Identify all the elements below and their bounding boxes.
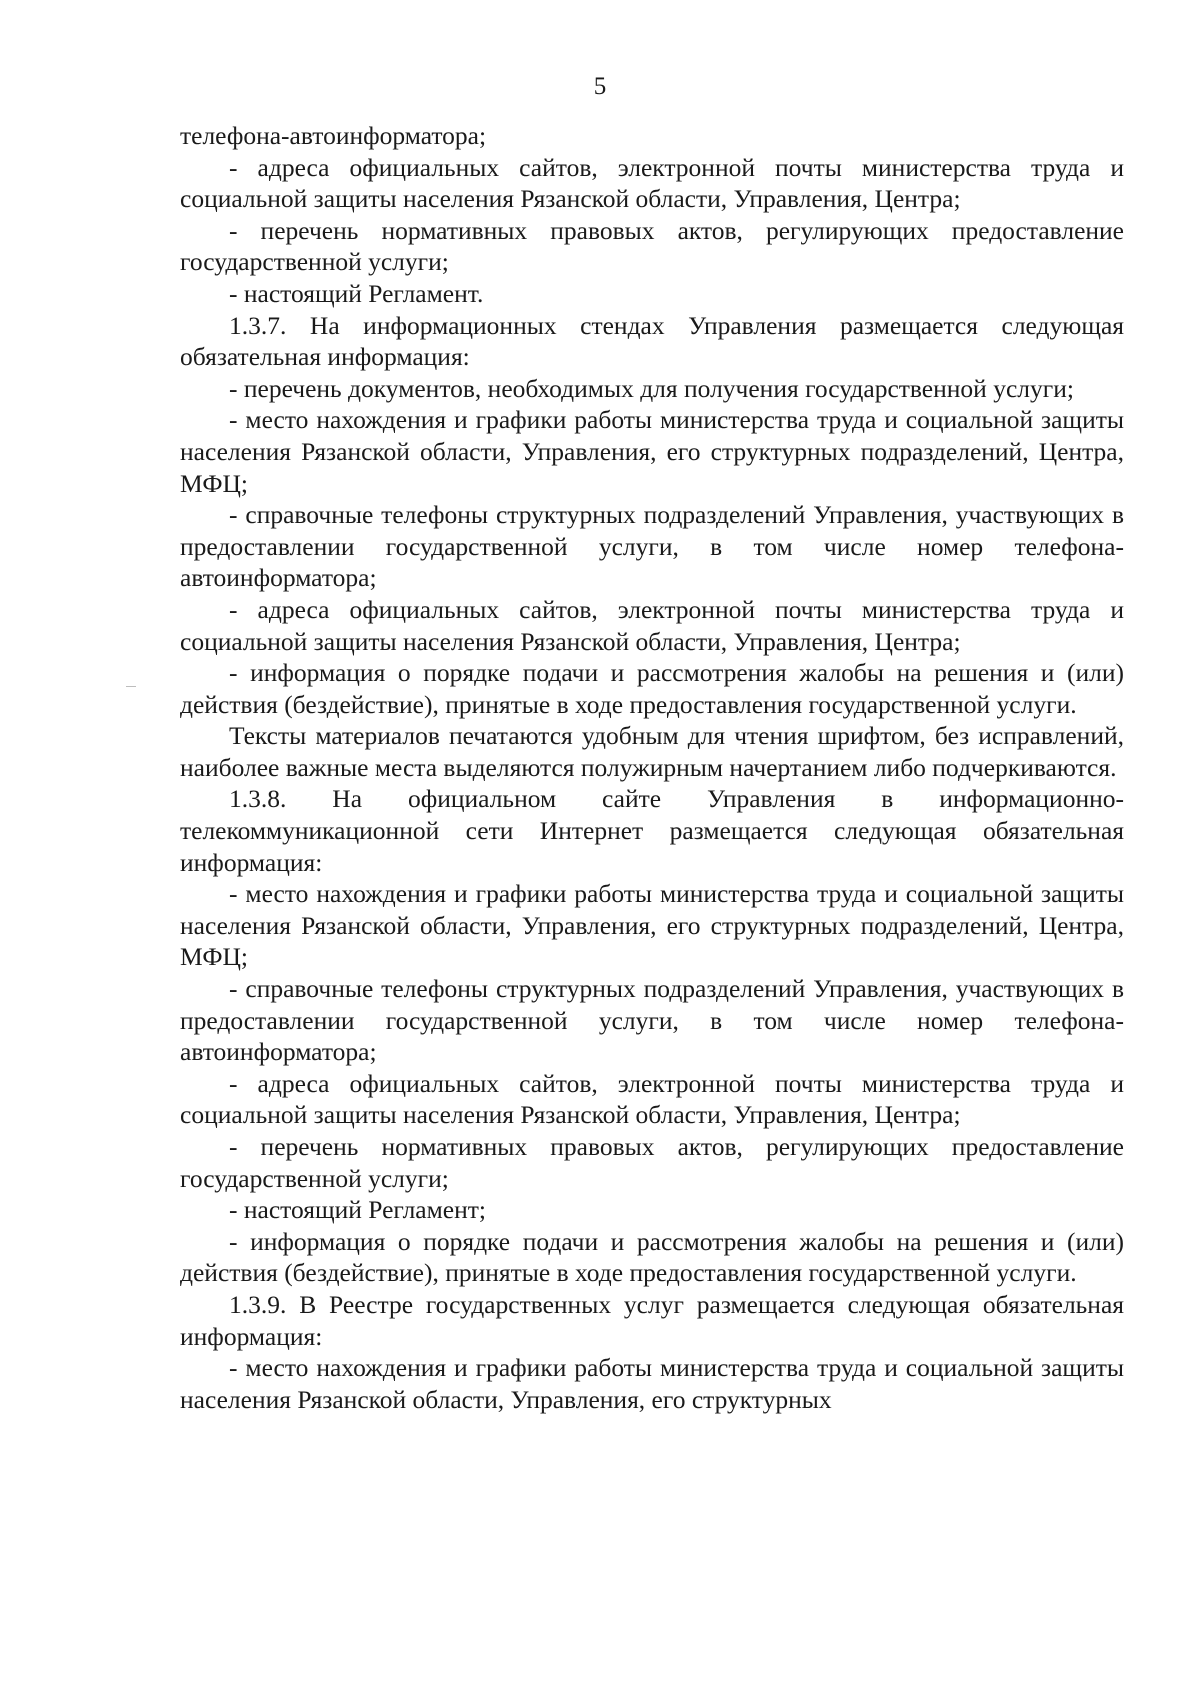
list-item-legal-acts: - перечень нормативных правовых актов, регулирующих предоставление государственной услуги; xyxy=(180,215,1124,277)
list-item-websites: - адреса официальных сайтов, электронной почты министерства труда и социальной защиты населения Рязанской области, Управления, Центра; xyxy=(180,152,1124,214)
list-item-location-schedule: - место нахождения и графики работы министерства труда и социальной защиты населения Рязанской области, Управления, его структурных подразделений, Центра, МФЦ; xyxy=(180,405,1124,498)
body-text xyxy=(180,120,1124,1415)
list-item-documents: - перечень документов, необходимых для получения государственной услуги; xyxy=(229,373,1074,403)
list-item-phones: - справочные телефоны структурных подразделений Управления, участвующих в предоставлении государственной услуги, в том числе номер телефона-автоинформатора; xyxy=(180,500,1124,593)
paragraph-print-rules: Тексты материалов печатаются удобным для чтения шрифтом, без исправлений, наиболее важные места выделяются полужирным начертанием либо подчеркиваются. xyxy=(180,721,1124,782)
section-1-3-9: 1.3.9. В Реестре государственных услуг размещается следующая обязательная информация: xyxy=(180,1289,1124,1351)
paragraph-continuation: телефона-автоинформатора; xyxy=(180,121,487,150)
list-item-legal-acts: - перечень нормативных правовых актов, регулирующих предоставление государственной услуги; xyxy=(180,1132,1124,1193)
list-item-regulation: - настоящий Регламент. xyxy=(229,278,484,308)
page-number: 5 xyxy=(593,73,607,100)
section-1-3-7: 1.3.7. На информационных стендах Управления размещается следующая обязательная информация: xyxy=(180,310,1124,372)
section-1-3-8: 1.3.8. На официальном сайте Управления в информационно-телекоммуникационной сети Интернет размещается следующая обязательная информация: xyxy=(180,784,1124,877)
list-item-websites: - адреса официальных сайтов, электронной почты министерства труда и социальной защиты населения Рязанской области, Управления, Центра; xyxy=(180,1068,1124,1130)
list-item-location-schedule: - место нахождения и графики работы министерства труда и социальной защиты населения Рязанской области, Управления, его структурных подразделений, Центра, МФЦ; xyxy=(180,879,1124,972)
list-item-complaints: - информация о порядке подачи и рассмотрения жалобы на решения и (или) действия (бездействие), принятые в ходе предоставления государственной услуги. xyxy=(180,658,1124,719)
list-item-websites: - адреса официальных сайтов, электронной почты министерства труда и социальной защиты населения Рязанской области, Управления, Центра; xyxy=(180,594,1124,656)
list-item-phones: - справочные телефоны структурных подразделений Управления, участвующих в предоставлении государственной услуги, в том числе номер телефона-автоинформатора; xyxy=(180,974,1124,1067)
scan-artifact xyxy=(126,686,136,687)
list-item-regulation: - настоящий Регламент; xyxy=(229,1195,486,1225)
list-item-location-schedule: - место нахождения и графики работы министерства труда и социальной защиты населения Рязанской области, Управления, его структурных xyxy=(180,1353,1124,1414)
list-item-complaints: - информация о порядке подачи и рассмотрения жалобы на решения и (или) действия (бездействие), принятые в ходе предоставления государственной услуги. xyxy=(180,1226,1124,1288)
